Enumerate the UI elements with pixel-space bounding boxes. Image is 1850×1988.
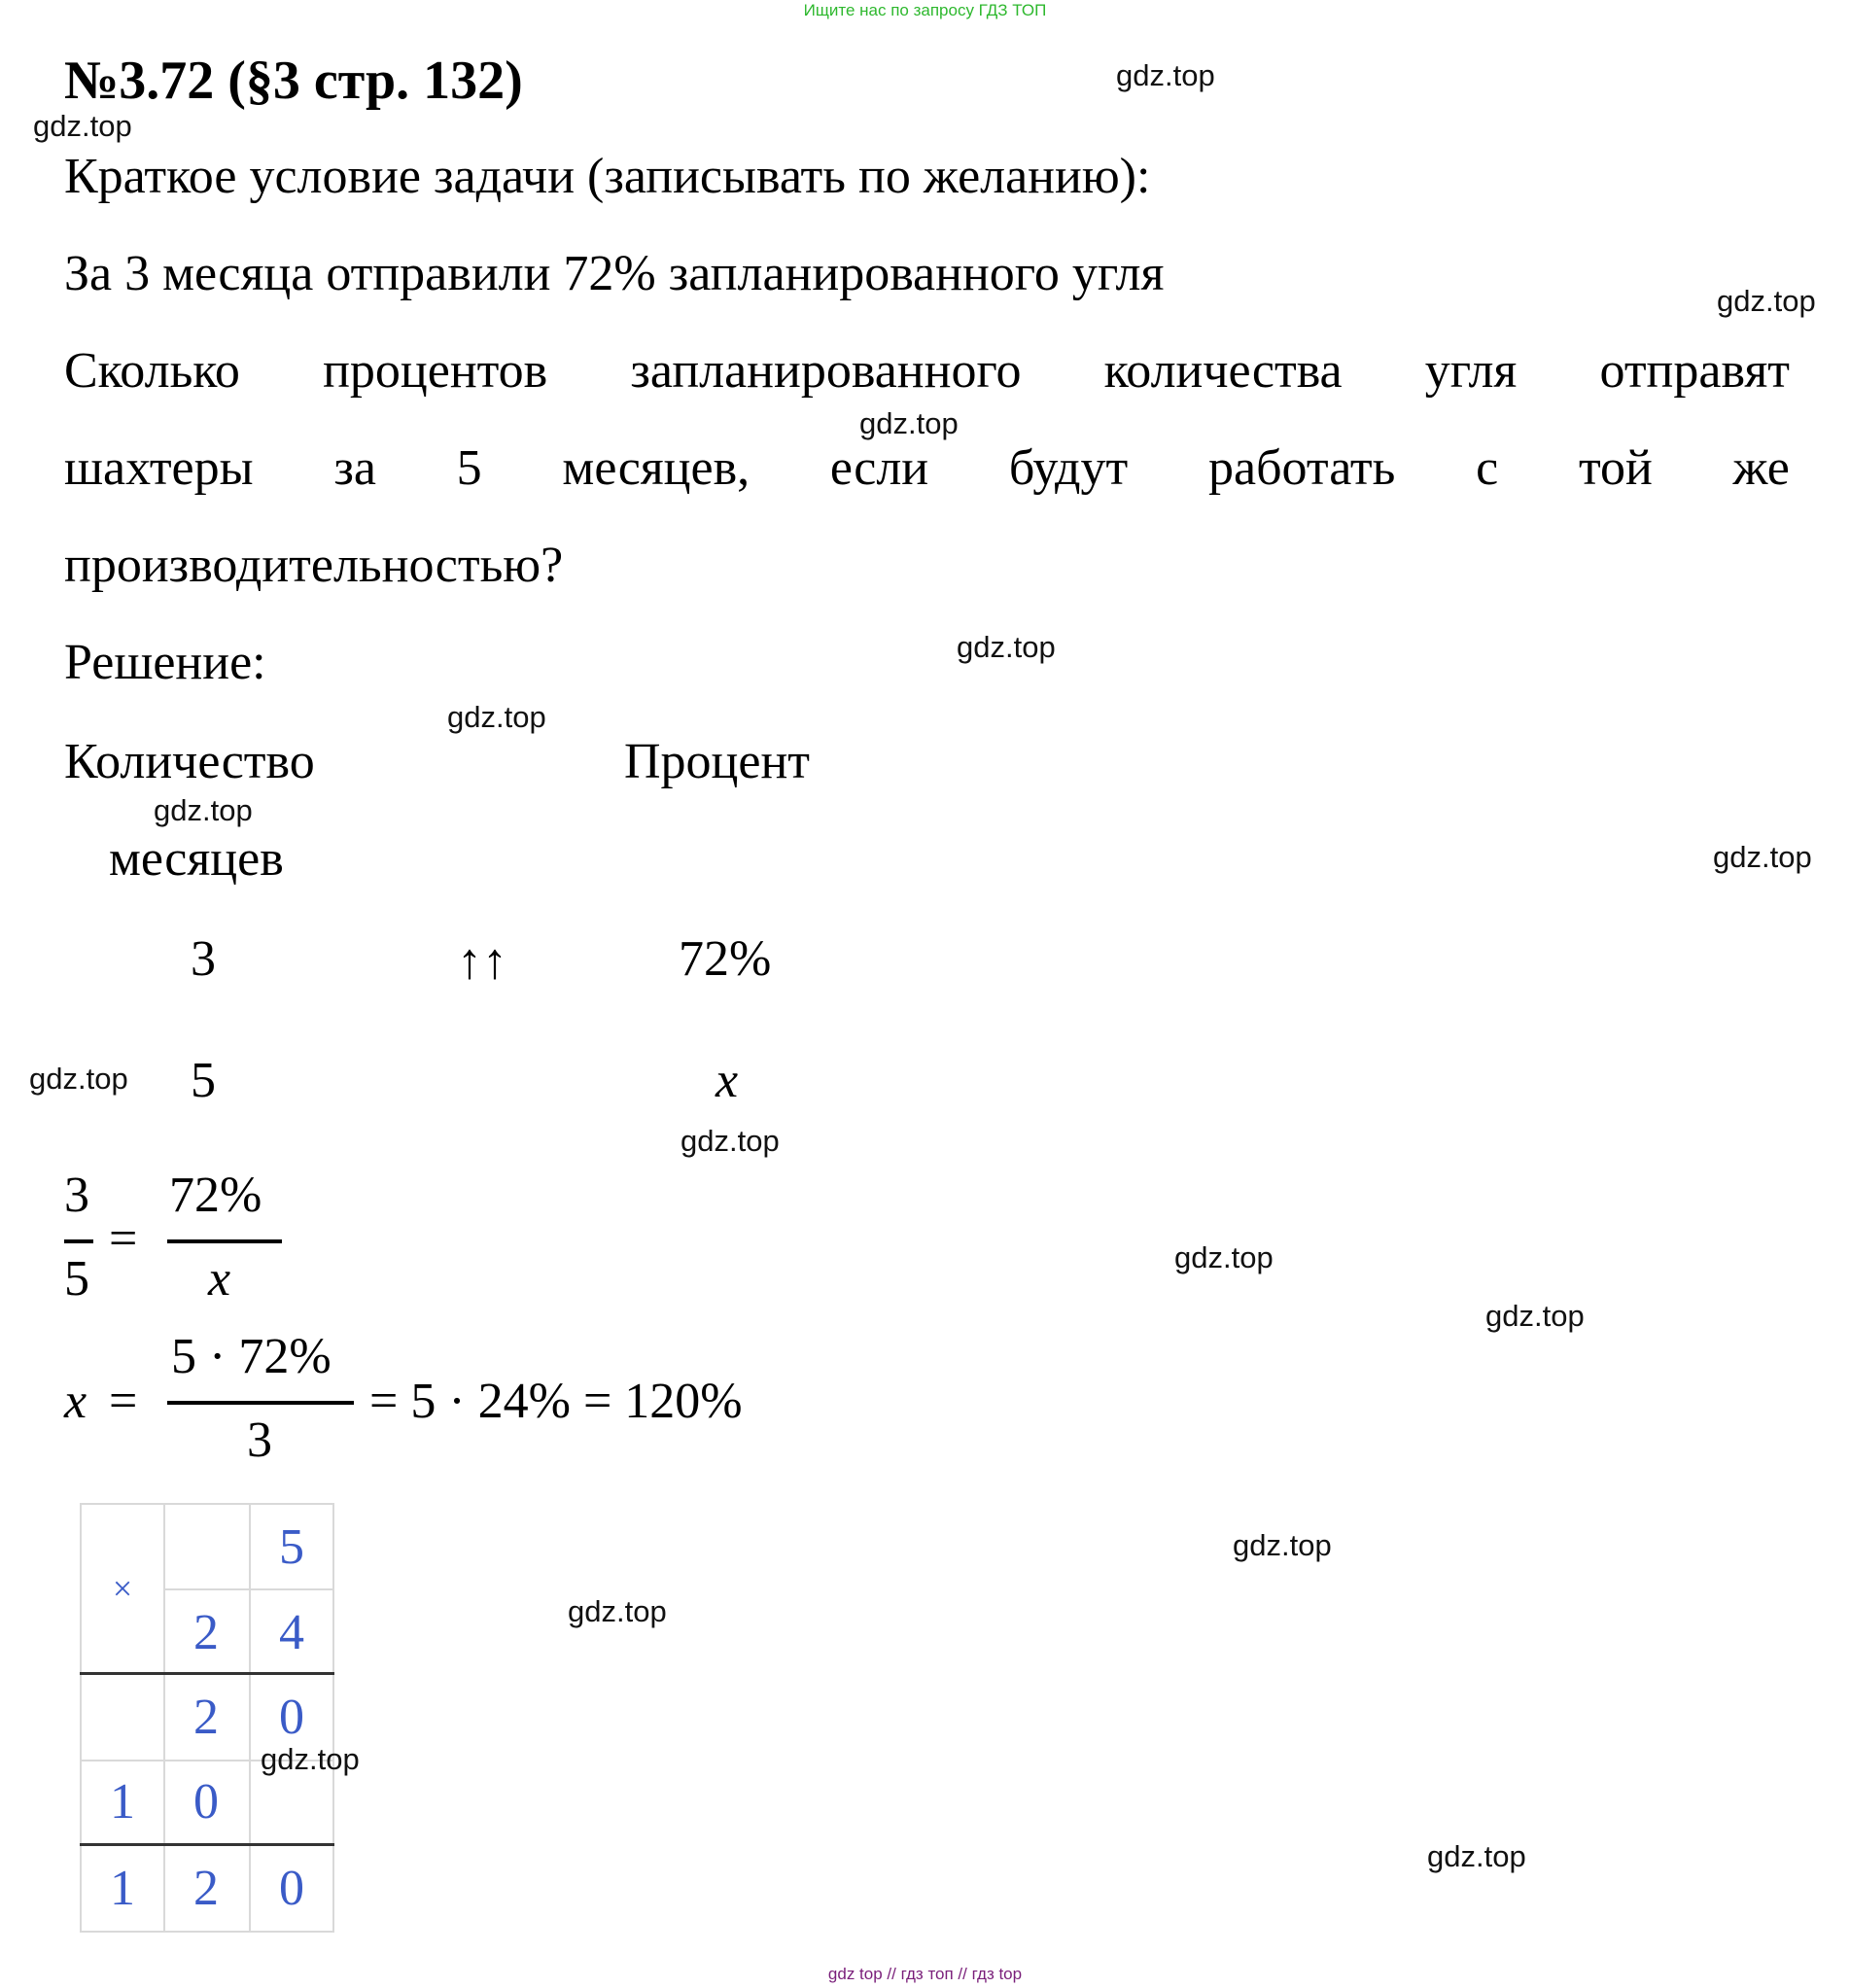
question-line-3: производительностью? (64, 538, 564, 593)
word: угля (1424, 343, 1518, 399)
solution-label: Решение: (64, 635, 266, 690)
table-col1-header-line2: месяцев (109, 831, 284, 887)
watermark: gdz.top (29, 1062, 128, 1096)
proportion-right-denominator: x (208, 1251, 231, 1307)
equation-result: = 5 · 24% = 120% (369, 1374, 743, 1429)
grid-digit: 2 (193, 1861, 219, 1916)
word: количества (1103, 343, 1343, 399)
grid-digit: 4 (279, 1605, 304, 1660)
equation-equals: = (109, 1374, 138, 1429)
word: шахтеры (64, 440, 254, 496)
watermark: gdz.top (154, 793, 253, 827)
condition-header: Краткое условие задачи (записывать по желанию): (64, 149, 1151, 204)
word: за (333, 440, 376, 496)
condition-line: За 3 месяца отправили 72% запланированного угля (64, 246, 1165, 301)
grid-digit: 0 (193, 1774, 219, 1830)
question-line-1 (64, 340, 1790, 402)
proportion-equals: = (109, 1211, 138, 1267)
page-title: №3.72 (§3 стр. 132) (64, 51, 523, 111)
watermark: gdz.top (1717, 284, 1816, 318)
watermark: gdz.top (261, 1742, 360, 1776)
word: с (1476, 440, 1499, 496)
watermark: gdz.top (1116, 58, 1215, 92)
grid-digit: 2 (193, 1605, 219, 1660)
word: отправят (1599, 343, 1790, 399)
watermark: gdz.top (33, 109, 132, 143)
grid-digit: 1 (110, 1774, 135, 1830)
word: 5 (456, 440, 482, 496)
proportion-right-numerator: 72% (169, 1168, 262, 1223)
fraction-bar (167, 1401, 354, 1405)
watermark: gdz.top (1233, 1528, 1332, 1562)
multiply-sign: × (112, 1569, 133, 1608)
watermark: gdz.top (1427, 1839, 1526, 1873)
direct-proportion-arrows: ↑↑ (457, 934, 507, 990)
watermark: gdz.top (1713, 840, 1812, 874)
watermark: gdz.top (859, 406, 959, 440)
question-line-2 (64, 437, 1790, 500)
word: запланированного (630, 343, 1022, 399)
grid-digit: 0 (279, 1861, 304, 1916)
fraction-bar (167, 1239, 282, 1243)
row2-percent: x (716, 1053, 739, 1108)
watermark: gdz.top (1485, 1299, 1585, 1333)
watermark: gdz.top (447, 700, 546, 734)
watermark: gdz.top (568, 1594, 667, 1628)
bottom-banner[interactable]: gdz top // гдз топ // гдз top (827, 1965, 1023, 1983)
word: если (829, 440, 929, 496)
row1-months: 3 (191, 931, 216, 987)
word: месяцев, (562, 440, 750, 496)
watermark: gdz.top (957, 630, 1056, 664)
word: Сколько (64, 343, 240, 399)
fraction-bar (64, 1239, 93, 1243)
equation-denominator: 3 (247, 1413, 272, 1468)
proportion-left-numerator: 3 (64, 1168, 89, 1223)
proportion-left-denominator: 5 (64, 1251, 89, 1307)
grid-digit: 5 (279, 1519, 304, 1575)
row1-percent: 72% (679, 931, 772, 987)
table-col2-header: Процент (624, 734, 811, 789)
watermark: gdz.top (681, 1124, 780, 1158)
table-col1-header: Количество (64, 734, 315, 789)
grid-digit: 2 (193, 1690, 219, 1745)
word: той (1578, 440, 1653, 496)
equation-lhs: x (64, 1374, 87, 1429)
row2-months: 5 (191, 1053, 216, 1108)
equation-numerator: 5 · 72% (171, 1329, 332, 1384)
watermark: gdz.top (1174, 1240, 1274, 1274)
grid-digit: 0 (279, 1690, 304, 1745)
grid-digit: 1 (110, 1861, 135, 1916)
word: будут (1008, 440, 1129, 496)
word: же (1732, 440, 1790, 496)
word: процентов (323, 343, 548, 399)
top-banner[interactable]: Ищите нас по запросу ГДЗ ТОП (803, 1, 1047, 19)
word: работать (1207, 440, 1396, 496)
